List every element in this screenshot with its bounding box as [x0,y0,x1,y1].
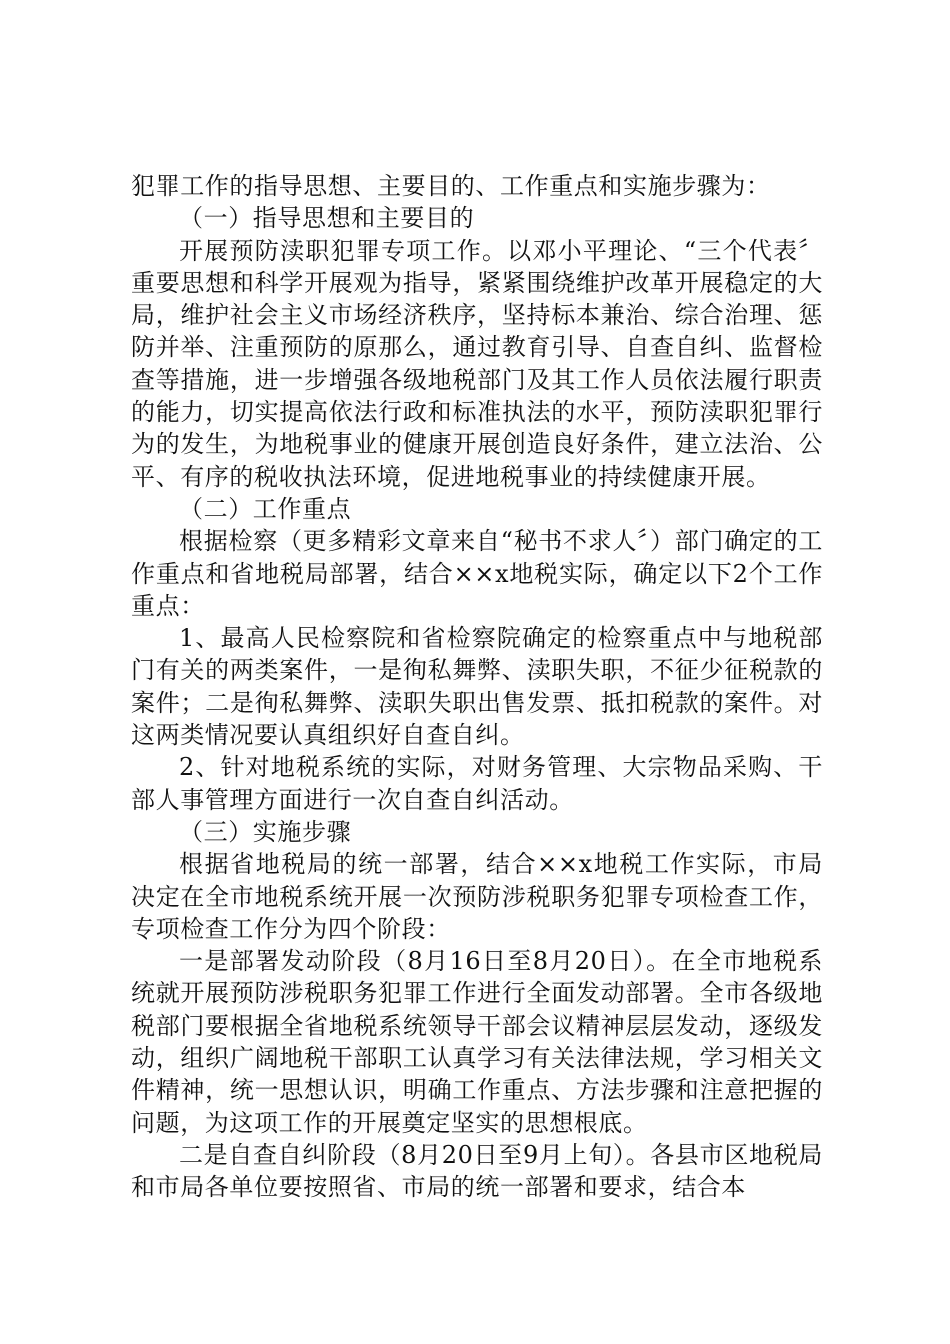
section-heading-guiding-thought: （一）指导思想和主要目的 [179,204,475,233]
paragraph-work-focus-intro: 根据检察（更多精彩文章来自“秘书不求人〞）部门确定的工作重点和省地税局部署，结合××x地税实际，确定以下2个工作重点： [131,527,823,620]
paragraph-intro: 犯罪工作的指导思想、主要目的、工作重点和实施步骤为： [131,172,771,200]
section-heading-work-focus: （二）工作重点 [179,494,352,523]
paragraph-step-1: 一是部署发动阶段（8月16日至8月20日）。在全市地税系统就开展预防涉税职务犯罪工作进行全面发动部署。全市各级地税部门要根据全省地税系统领导干部会议精神层层发动，逐级发动，组织广阔地税干部职工认真学习有关法律法规，学习相关文件精神，统一思想认识，明确工作重点、方法步骤和注意把握的问题，为这项工作的开展奠定坚实的思想根底。 [131,947,823,1137]
section-heading-implementation-steps: （三）实施步骤 [179,817,352,846]
paragraph-focus-item-1: 1、最高人民检察院和省检察院确定的检察重点中与地税部门有关的两类案件，一是徇私舞弊、渎职失职，不征少征税款的案件；二是徇私舞弊、渎职失职出售发票、抵扣税款的案件。对这两类情况要认真组织好自查自纠。 [131,624,823,750]
paragraph-steps-intro: 根据省地税局的统一部署，结合××x地税工作实际，市局决定在全市地税系统开展一次预防涉税职务犯罪专项检查工作，专项检查工作分为四个阶段： [131,850,823,943]
paragraph-focus-item-2: 2、针对地税系统的实际，对财务管理、大宗物品采购、干部人事管理方面进行一次自查自纠活动。 [131,753,823,814]
document-body [131,170,823,1204]
paragraph-step-2: 二是自查自纠阶段（8月20日至9月上旬）。各县市区地税局和市局各单位要按照省、市局的统一部署和要求，结合本 [131,1140,823,1202]
paragraph-guiding-thought: 开展预防渎职犯罪专项工作。以邓小平理论、“三个代表〞重要思想和科学开展观为指导，紧紧围绕维护改革开展稳定的大局，维护社会主义市场经济秩序，坚持标本兼治、综合治理、惩防并举、注重预防的原那么，通过教育引导、自查自纠、监督检查等措施，进一步增强各级地税部门及其工作人员依法履行职责的能力，切实提高依法行政和标准执法的水平，预防渎职犯罪行为的发生，为地税事业的健康开展创造良好条件，建立法治、公平、有序的税收执法环境，促进地税事业的持续健康开展。 [131,236,823,491]
